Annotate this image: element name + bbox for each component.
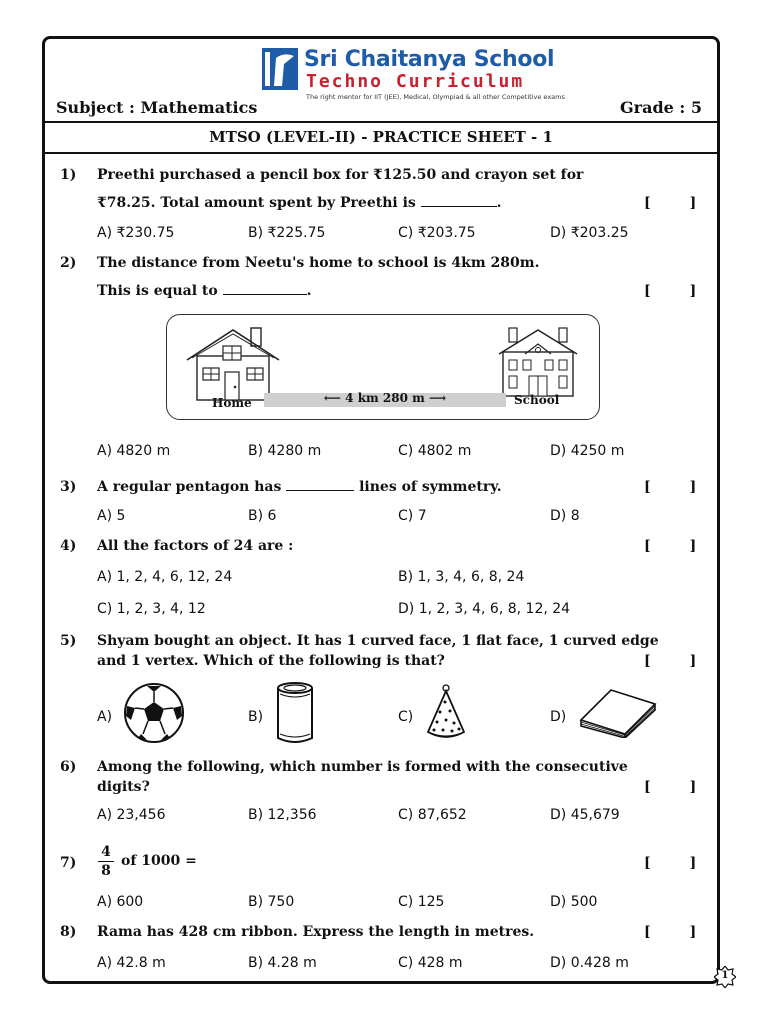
option-a[interactable]: A) 42.8 m xyxy=(97,955,166,971)
question-number: 1) xyxy=(60,167,77,183)
option-c[interactable]: C) xyxy=(398,709,414,725)
fraction-denominator: 8 xyxy=(98,861,114,880)
answer-bracket[interactable]: [ ] xyxy=(644,779,697,795)
question-number: 2) xyxy=(60,255,77,271)
answer-bracket[interactable]: [ ] xyxy=(644,479,697,495)
question-text: Among the following, which number is formed with the consecutive xyxy=(97,759,628,775)
question-number: 7) xyxy=(60,855,77,871)
option-b[interactable]: B) 750 xyxy=(248,894,295,910)
question-text: Shyam bought an object. It has 1 curved face, 1 flat face, 1 curved edge xyxy=(97,633,659,649)
answer-bracket[interactable]: [ ] xyxy=(644,855,697,871)
school-tagline: The right mentor for IIT (JEE), Medical, Olympiad & all other Competitive exams xyxy=(306,93,565,101)
option-b[interactable]: B) ₹225.75 xyxy=(248,225,326,241)
option-a[interactable]: A) 600 xyxy=(97,894,144,910)
question-number: 4) xyxy=(60,538,77,554)
option-d[interactable]: D) xyxy=(550,709,567,725)
can-cylinder-icon xyxy=(272,680,318,746)
option-b[interactable]: B) 4280 m xyxy=(248,443,322,459)
question-number: 5) xyxy=(60,633,77,649)
subject-label: Subject : Mathematics xyxy=(56,98,258,117)
option-d[interactable]: D) 0.428 m xyxy=(550,955,629,971)
distance-label: ⟵ 4 km 280 m ⟶ xyxy=(323,391,447,405)
fraction xyxy=(98,843,114,880)
header-divider-bottom xyxy=(45,152,717,154)
option-b[interactable]: B) 1, 3, 4, 6, 8, 24 xyxy=(398,569,525,585)
answer-bracket[interactable]: [ ] xyxy=(644,538,697,554)
question-number: 6) xyxy=(60,759,77,775)
answer-bracket[interactable]: [ ] xyxy=(644,924,697,940)
question-text-line2: ₹78.25. Total amount spent by Preethi is . xyxy=(97,195,502,211)
option-c[interactable]: C) 125 xyxy=(398,894,445,910)
option-c[interactable]: C) 1, 2, 3, 4, 12 xyxy=(97,601,206,617)
grade-label: Grade : 5 xyxy=(620,98,703,117)
question-number: 8) xyxy=(60,924,77,940)
school-logo-icon xyxy=(262,48,298,90)
option-b[interactable]: B) 4.28 m xyxy=(248,955,317,971)
option-a[interactable]: A) ₹230.75 xyxy=(97,225,175,241)
page-number-badge xyxy=(714,966,736,988)
option-a[interactable]: A) 5 xyxy=(97,508,126,524)
option-c[interactable]: C) 7 xyxy=(398,508,427,524)
football-icon xyxy=(123,682,185,744)
option-d[interactable]: D) 45,679 xyxy=(550,807,620,823)
page-number: 1 xyxy=(721,970,729,981)
school-name: Sri Chaitanya School xyxy=(304,47,555,72)
option-c[interactable]: C) 4802 m xyxy=(398,443,472,459)
question-text: Preethi purchased a pencil box for ₹125.50 and crayon set for xyxy=(97,167,584,183)
book-stack-icon xyxy=(577,686,659,738)
question-text: A regular pentagon has lines of symmetry. xyxy=(97,479,502,495)
header-divider-top xyxy=(45,121,717,123)
school-curriculum: Techno Curriculum xyxy=(306,71,525,92)
school-label: School xyxy=(514,393,560,407)
question-text-line2: This is equal to . xyxy=(97,283,312,299)
option-b[interactable]: B) 6 xyxy=(248,508,277,524)
option-a[interactable]: A) 4820 m xyxy=(97,443,171,459)
question-text-line2: and 1 vertex. Which of the following is that? xyxy=(97,653,445,669)
fraction-numerator: 4 xyxy=(101,844,111,860)
question-text: All the factors of 24 are : xyxy=(97,538,294,554)
option-d[interactable]: D) ₹203.25 xyxy=(550,225,629,241)
option-d[interactable]: D) 500 xyxy=(550,894,598,910)
option-a[interactable]: A) 1, 2, 4, 6, 12, 24 xyxy=(97,569,233,585)
answer-bracket[interactable]: [ ] xyxy=(644,283,697,299)
question-text: Rama has 428 cm ribbon. Express the length in metres. xyxy=(97,924,535,940)
option-a[interactable]: A) 23,456 xyxy=(97,807,166,823)
option-c[interactable]: C) ₹203.75 xyxy=(398,225,476,241)
school-building-icon xyxy=(497,326,579,398)
option-d[interactable]: D) 8 xyxy=(550,508,580,524)
question-number: 3) xyxy=(60,479,77,495)
option-b[interactable]: B) 12,356 xyxy=(248,807,317,823)
answer-bracket[interactable]: [ ] xyxy=(644,195,697,211)
question-text-line2: digits? xyxy=(97,779,150,795)
option-a[interactable]: A) xyxy=(97,709,113,725)
answer-bracket[interactable]: [ ] xyxy=(644,653,697,669)
question-text: of 1000 = xyxy=(121,853,197,869)
option-c[interactable]: C) 87,652 xyxy=(398,807,467,823)
answer-blank xyxy=(421,206,497,207)
option-c[interactable]: C) 428 m xyxy=(398,955,463,971)
question-text: The distance from Neetu's home to school is 4km 280m. xyxy=(97,255,540,271)
option-b[interactable]: B) xyxy=(248,709,264,725)
answer-blank xyxy=(223,294,307,295)
answer-blank xyxy=(286,490,354,491)
sheet-title: MTSO (LEVEL-II) - PRACTICE SHEET - 1 xyxy=(209,128,553,146)
option-d[interactable]: D) 4250 m xyxy=(550,443,625,459)
home-label: Home xyxy=(212,396,252,410)
option-d[interactable]: D) 1, 2, 3, 4, 6, 8, 12, 24 xyxy=(398,601,571,617)
party-cone-icon xyxy=(425,684,467,742)
